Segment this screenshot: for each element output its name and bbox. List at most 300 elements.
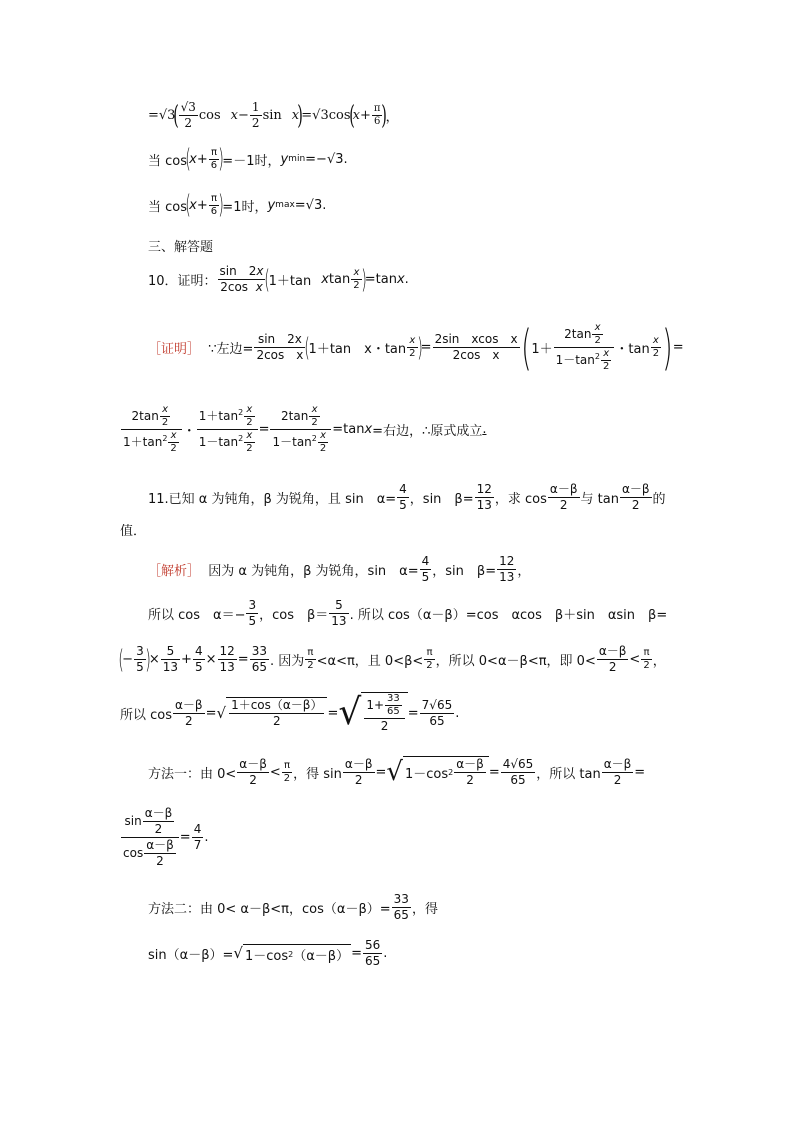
text: =tan xyxy=(364,272,397,287)
text: =右边，∴原式成立 xyxy=(372,424,483,439)
denominator: 13 xyxy=(331,614,347,628)
numerator: α－β xyxy=(239,756,267,771)
var: x xyxy=(255,280,263,294)
fraction xyxy=(270,404,331,455)
text: = xyxy=(420,340,432,355)
denominator xyxy=(197,430,258,455)
denominator: 2 xyxy=(608,660,617,674)
superscript: 2 xyxy=(594,352,600,361)
paren: ) xyxy=(144,644,151,675)
text: 11.已知 α 为钝角，β 为锐角，且 sin α= xyxy=(148,492,397,507)
superscript: 2 xyxy=(162,434,168,443)
denominator: 2 xyxy=(307,660,314,671)
text: ， xyxy=(385,110,399,125)
var: y xyxy=(280,151,289,167)
fraction xyxy=(397,482,409,513)
text: < xyxy=(269,764,281,780)
fraction xyxy=(363,938,382,969)
denominator: 2 xyxy=(154,822,163,836)
numerator: α－β xyxy=(144,806,173,820)
text: . xyxy=(482,422,487,437)
numerator: 33 xyxy=(251,644,267,658)
paren: ) xyxy=(662,319,673,376)
subscript: min xyxy=(288,154,306,164)
text: 方法一：由 0< xyxy=(148,766,237,782)
denominator: 65 xyxy=(364,954,381,968)
var: x xyxy=(230,108,239,123)
numerator: 4 xyxy=(399,482,407,496)
fraction xyxy=(250,644,269,675)
text: 1+ xyxy=(366,698,385,712)
text: 当 cos xyxy=(148,153,188,169)
denominator: 2 xyxy=(354,772,363,787)
numerator: π xyxy=(643,647,650,658)
denominator: 2 xyxy=(246,417,253,428)
fraction xyxy=(475,482,494,513)
formula-line-2 xyxy=(148,146,348,172)
var: x+ xyxy=(189,151,208,167)
text: . xyxy=(204,830,209,845)
text: + xyxy=(181,652,192,667)
denominator: 65 xyxy=(387,706,400,717)
denominator: 5 xyxy=(194,660,203,674)
numerator: √3 xyxy=(180,100,196,114)
text: 1＋tan xyxy=(123,435,163,449)
fraction xyxy=(244,430,254,455)
denominator: 2 xyxy=(594,335,601,346)
denominator: 65 xyxy=(251,660,267,674)
fraction xyxy=(351,267,361,292)
text: ，所以 tan xyxy=(536,766,601,782)
text: × xyxy=(148,652,160,667)
paren: ( xyxy=(304,332,311,363)
text: =√3cos xyxy=(301,108,351,123)
numerator xyxy=(364,693,404,718)
question-10 xyxy=(148,264,409,295)
proof-line-2 xyxy=(120,404,486,455)
text: . xyxy=(455,705,460,721)
numerator: x xyxy=(311,404,318,415)
text: = xyxy=(488,764,500,780)
denominator: 5 xyxy=(421,570,430,584)
formula-line-1 xyxy=(148,100,399,131)
text: sin（α－β）= xyxy=(148,948,234,963)
denominator: 65 xyxy=(510,772,526,787)
denominator: 5 xyxy=(399,498,407,512)
denominator: 2cos x xyxy=(256,348,304,362)
denominator: 65 xyxy=(429,713,445,728)
numerator: 4 xyxy=(194,644,203,658)
paren: ) xyxy=(218,144,225,174)
text: 2cos xyxy=(220,280,249,294)
text: 2tan xyxy=(131,409,159,423)
text: 因为 α 为钝角，β 为锐角，sin α= xyxy=(208,564,419,579)
fraction xyxy=(173,698,205,729)
numerator: sin 2x xyxy=(257,332,302,346)
text: . xyxy=(404,272,409,287)
text: = xyxy=(327,705,339,721)
denominator: 2 xyxy=(380,719,389,733)
text: =−√3. xyxy=(305,151,348,167)
numerator: 4√65 xyxy=(502,756,534,771)
text: 所以 cos xyxy=(120,707,173,723)
numerator: π xyxy=(210,146,217,158)
fraction xyxy=(193,644,205,675)
numerator: x xyxy=(320,430,327,441)
numerator: 4 xyxy=(193,822,202,836)
text: 10．证明： xyxy=(148,274,217,289)
numerator: 12 xyxy=(219,644,235,658)
numerator: 1 xyxy=(251,100,260,114)
numerator: x xyxy=(170,430,177,441)
text: <α<π，且 0<β< xyxy=(316,654,424,669)
fraction xyxy=(407,335,417,360)
superscript: 2 xyxy=(238,434,244,443)
numerator: 33 xyxy=(387,693,400,704)
fraction xyxy=(143,806,175,837)
numerator: π xyxy=(210,192,217,204)
text: =tan xyxy=(332,422,365,437)
paren: ( xyxy=(264,264,271,295)
text: sin xyxy=(262,108,282,123)
fraction xyxy=(554,322,615,373)
denominator: 2cos x xyxy=(452,348,500,362)
denominator xyxy=(121,838,179,869)
superscript: 2 xyxy=(238,408,244,417)
denominator: 5 xyxy=(248,614,257,628)
paren: ) xyxy=(416,332,423,363)
denominator: 13 xyxy=(499,570,515,584)
numerator: α－β xyxy=(456,757,484,771)
numerator xyxy=(123,806,178,837)
text: = xyxy=(375,764,387,780)
denominator xyxy=(218,280,265,295)
text: sin 2 xyxy=(219,264,257,278)
denominator: 13 xyxy=(219,660,235,674)
denominator: 6 xyxy=(210,159,218,171)
text: = xyxy=(179,830,191,845)
var: y xyxy=(267,197,276,213)
var: x+ xyxy=(352,108,371,123)
text: 1－tan xyxy=(272,435,312,449)
paren: ( xyxy=(520,319,532,376)
denominator xyxy=(121,430,182,455)
numerator: x xyxy=(246,404,253,415)
fraction xyxy=(392,892,411,923)
denominator: 2 xyxy=(426,660,433,671)
text: 1＋ xyxy=(531,342,553,357)
fraction xyxy=(433,332,520,363)
numerator: π xyxy=(307,647,314,658)
text: ，得 sin xyxy=(293,766,342,782)
radical-icon: √ xyxy=(338,692,362,733)
denominator: 2 xyxy=(249,772,257,787)
paren: ( xyxy=(173,100,180,131)
text: = xyxy=(205,705,217,721)
fraction xyxy=(218,264,266,295)
paren: ( xyxy=(118,644,124,675)
fraction xyxy=(134,644,146,675)
text: . 因为 xyxy=(269,654,305,669)
fraction xyxy=(218,644,237,675)
radicand xyxy=(243,944,351,964)
numerator: 1＋cos（α－β） xyxy=(231,698,323,712)
numerator: 56 xyxy=(364,938,381,952)
fraction xyxy=(424,647,434,672)
paren: ) xyxy=(218,190,225,220)
fraction xyxy=(651,335,661,360)
section-title xyxy=(148,236,213,255)
var: x xyxy=(291,108,300,123)
text: 1－cos xyxy=(404,767,449,782)
text: tan xyxy=(328,272,351,287)
fraction xyxy=(254,332,305,363)
text: 三、解答题 xyxy=(148,240,214,255)
numerator xyxy=(130,404,174,429)
denominator xyxy=(554,348,615,373)
text: 的 xyxy=(652,492,666,507)
numerator: α－β xyxy=(175,697,203,712)
numerator: 2sin xcos x xyxy=(434,332,518,346)
text: ，cos β＝ xyxy=(259,608,329,623)
numerator: x xyxy=(603,348,610,359)
sqrt xyxy=(233,944,351,964)
denominator: 2 xyxy=(631,498,640,512)
fraction xyxy=(160,404,170,429)
fraction xyxy=(229,698,324,729)
text: = xyxy=(237,652,249,667)
fraction xyxy=(246,598,258,629)
solution-line-4 xyxy=(120,692,459,734)
fraction xyxy=(179,100,198,131)
superscript: 2 xyxy=(448,768,454,777)
var: x xyxy=(321,272,329,287)
superscript: 2 xyxy=(288,949,294,959)
text: − xyxy=(122,652,134,667)
fraction xyxy=(597,644,629,675)
text: < xyxy=(629,652,641,667)
numerator: 33 xyxy=(393,892,409,906)
subscript: max xyxy=(275,200,295,210)
numerator: 7√65 xyxy=(421,697,453,712)
denominator: 2 xyxy=(643,660,650,671)
text: = xyxy=(407,705,419,721)
text: cos xyxy=(198,108,221,123)
numerator: 5 xyxy=(166,644,175,658)
radical-icon: √ xyxy=(386,757,403,787)
question-11 xyxy=(148,482,666,513)
numerator: α－β xyxy=(146,838,174,852)
sqrt xyxy=(338,692,407,734)
fraction xyxy=(250,100,262,131)
denominator: 6 xyxy=(373,116,381,127)
text: = xyxy=(351,946,362,961)
sqrt xyxy=(386,756,488,788)
fraction xyxy=(192,822,204,853)
fraction xyxy=(501,757,536,788)
fraction xyxy=(641,647,651,672)
solution-line-7 xyxy=(148,892,438,923)
fraction xyxy=(282,760,292,785)
denominator: 13 xyxy=(476,498,492,512)
numerator: 3 xyxy=(136,644,144,658)
text: ，sin β= xyxy=(432,564,497,579)
formula-line-3 xyxy=(148,192,326,218)
text: ，所以 0<α－β<π，即 0< xyxy=(435,654,596,669)
fraction xyxy=(420,554,432,585)
proof-line-1 xyxy=(148,319,684,376)
text: =√3. xyxy=(294,197,327,213)
denominator: 2 xyxy=(466,773,474,787)
question-11-cont xyxy=(120,520,146,539)
text: 1＋tan xyxy=(198,409,239,423)
sqrt xyxy=(217,697,328,729)
text: 1＋tan xyxy=(268,274,312,289)
denominator: 2 xyxy=(161,417,169,428)
fraction xyxy=(244,404,254,429)
denominator: 6 xyxy=(210,205,218,217)
text: ，sin β= xyxy=(409,492,474,507)
denominator: 2 xyxy=(170,443,177,454)
denominator: 13 xyxy=(162,660,179,674)
fraction xyxy=(144,838,176,869)
text: =－1时， xyxy=(222,153,281,169)
denominator: 7 xyxy=(193,838,202,852)
fraction xyxy=(385,693,402,718)
text: = xyxy=(258,422,270,437)
fraction xyxy=(318,430,328,455)
denominator: 2 xyxy=(283,772,291,784)
text: =√3 xyxy=(148,108,176,123)
numerator: π xyxy=(283,759,290,771)
radical-icon: √ xyxy=(233,944,243,962)
fraction xyxy=(592,322,602,347)
paren: ) xyxy=(381,100,388,131)
fraction xyxy=(161,644,180,675)
paren: ( xyxy=(185,144,191,174)
denominator: 2 xyxy=(409,348,416,359)
text: ・tan xyxy=(615,342,650,357)
text: = xyxy=(634,764,646,780)
proof-tag: ［证明］ xyxy=(148,342,201,357)
text: ，得 xyxy=(411,902,438,917)
radicand xyxy=(403,756,489,788)
fraction xyxy=(364,693,404,734)
numerator: π xyxy=(373,103,381,114)
denominator: 2 xyxy=(353,280,360,291)
text: 方法二：由 0< α－β<π，cos（α－β）= xyxy=(148,902,391,917)
solution-line-2 xyxy=(148,598,667,629)
text: 1－tan xyxy=(555,353,595,367)
paren: ( xyxy=(348,100,355,131)
fraction xyxy=(121,404,182,455)
fraction xyxy=(602,757,634,788)
text: 与 tan xyxy=(580,492,619,507)
numerator xyxy=(279,404,323,429)
denominator: 2 xyxy=(603,361,610,372)
numerator: α－β xyxy=(598,644,627,658)
fraction xyxy=(420,698,455,729)
fraction xyxy=(121,806,179,869)
denominator: 2 xyxy=(652,348,660,359)
numerator: α－β xyxy=(621,482,650,496)
numerator: x xyxy=(652,335,659,346)
denominator: 2 xyxy=(251,116,260,130)
numerator: 3 xyxy=(248,598,257,612)
var: x xyxy=(256,264,264,278)
fraction xyxy=(305,647,315,672)
denominator: 2 xyxy=(272,714,281,728)
denominator: 5 xyxy=(136,660,144,674)
paren: ) xyxy=(297,100,303,131)
fraction xyxy=(497,554,516,585)
text: 1－tan xyxy=(198,435,239,449)
paren: ) xyxy=(360,264,367,295)
fraction xyxy=(601,348,611,373)
numerator: x xyxy=(409,335,416,346)
solution-line-5 xyxy=(148,756,645,788)
radicand xyxy=(361,692,407,734)
text: ，求 cos xyxy=(494,492,547,507)
numerator: x xyxy=(162,404,168,415)
paren: ( xyxy=(185,190,191,220)
fraction xyxy=(454,757,486,788)
text: （α－β） xyxy=(293,948,350,964)
denominator: 2 xyxy=(613,772,622,787)
text: 当 cos xyxy=(148,199,188,215)
solution-line-1 xyxy=(148,554,530,585)
denominator: 2 xyxy=(184,116,193,130)
numerator xyxy=(197,404,258,429)
fraction xyxy=(168,430,178,455)
solution-line-3 xyxy=(120,644,666,675)
text: 1＋tan x・tan xyxy=(308,342,407,357)
text: =1时， xyxy=(222,199,268,215)
numerator: 12 xyxy=(476,482,492,496)
denominator: 2 xyxy=(311,417,318,428)
text: ∵左边= xyxy=(208,342,254,357)
fraction xyxy=(329,598,348,629)
var: x xyxy=(396,272,405,287)
text: . 所以 cos（α－β）=cos αcos β＋sin αsin β= xyxy=(349,608,668,623)
fraction xyxy=(309,404,319,429)
text: ， xyxy=(517,564,531,579)
superscript: 2 xyxy=(311,434,317,443)
solution-line-8 xyxy=(148,938,387,969)
numerator: 5 xyxy=(335,598,343,612)
numerator: α－β xyxy=(549,482,578,496)
numerator: x xyxy=(594,322,601,333)
text: 2tan xyxy=(564,327,592,341)
fraction xyxy=(197,404,258,455)
text: 1－cos xyxy=(244,948,289,964)
fraction xyxy=(237,757,269,788)
denominator xyxy=(270,430,331,455)
numerator: α－β xyxy=(344,756,373,771)
text: . xyxy=(383,946,388,961)
text: cos xyxy=(123,846,144,860)
numerator xyxy=(218,264,266,279)
fraction xyxy=(548,482,580,513)
numerator: 12 xyxy=(499,554,515,568)
denominator: 2 xyxy=(156,854,164,868)
text: ・ xyxy=(182,424,196,439)
text: sin xyxy=(124,814,142,828)
denominator: 2 xyxy=(246,443,253,454)
text: = xyxy=(672,340,684,355)
var: x+ xyxy=(189,197,208,213)
numerator: 4 xyxy=(421,554,430,568)
